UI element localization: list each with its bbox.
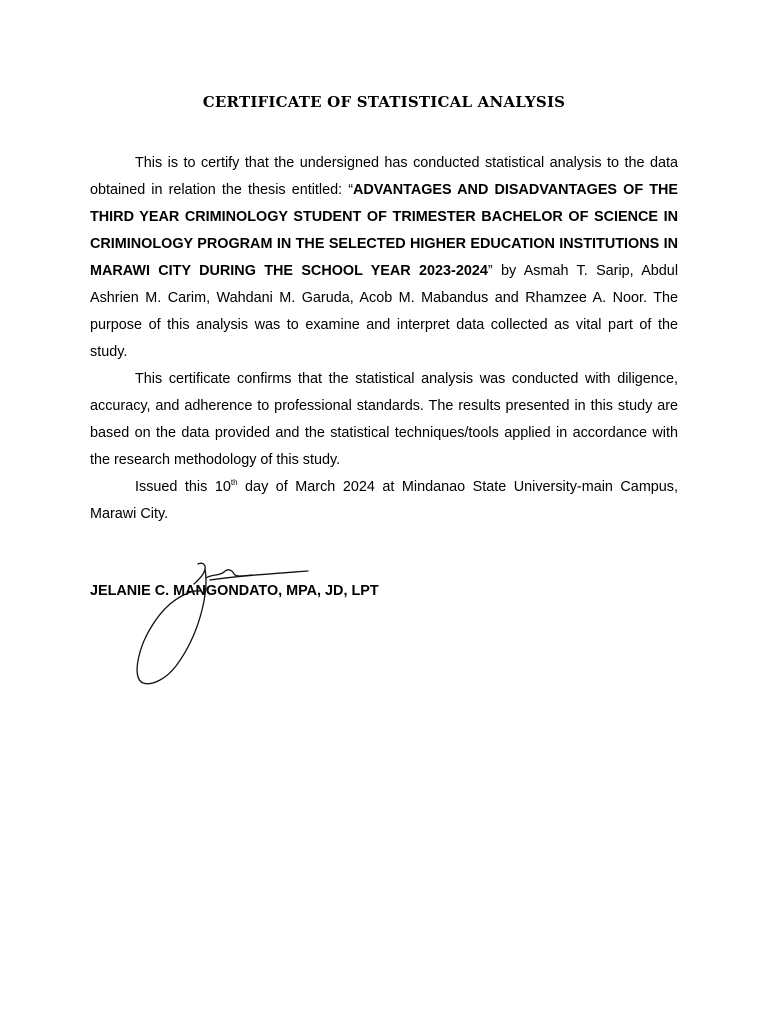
paragraph-issued xyxy=(90,474,678,528)
intro-text: This is to certify that the undersigned has conducted statistical analysis to the data obtained in relation the thesis entitled: “ xyxy=(90,155,678,198)
issued-text-pre: Issued this 10 xyxy=(135,479,231,495)
paragraph-confirmation: This certificate confirms that the statistical analysis was conducted with diligence, accuracy, and adherence to professional standards. The results presented in this study are based on the data provided and the statistical techniques/tools applied in accordance with the research methodology of this study. xyxy=(90,371,678,468)
issued-text-post: day of March 2024 at Mindanao State University-main Campus, Marawi City. xyxy=(90,479,679,522)
signatory-name: JELANIE C. MANGONDATO, MPA, JD, LPT xyxy=(90,583,379,599)
thesis-title: ADVANTAGES AND DISADVANTAGES OF THE THIRD YEAR CRIMINOLOGY STUDENT OF TRIMESTER BACHELOR OF SCIENCE IN CRIMINOLOGY PROGRAM IN THE SELECTED HIGHER EDUCATION INSTITUTIONS IN MARAWI CITY DURING THE SCHOOL YEAR 2023-2024 xyxy=(90,182,678,279)
certificate-title: CERTIFICATE OF STATISTICAL ANALYSIS xyxy=(202,93,566,111)
certificate-body xyxy=(90,150,678,528)
ordinal-suffix: th xyxy=(230,478,238,487)
authors-purpose-text: ” by Asmah T. Sarip, Abdul Ashrien M. Carim, Wahdani M. Garuda, Acob M. Mabandus and Rhamzee A. Noor. The purpose of this analysis was to examine and interpret data collected as vital part of the study. xyxy=(90,263,679,360)
paragraph-intro xyxy=(90,150,678,366)
handwritten-signature xyxy=(128,558,318,693)
